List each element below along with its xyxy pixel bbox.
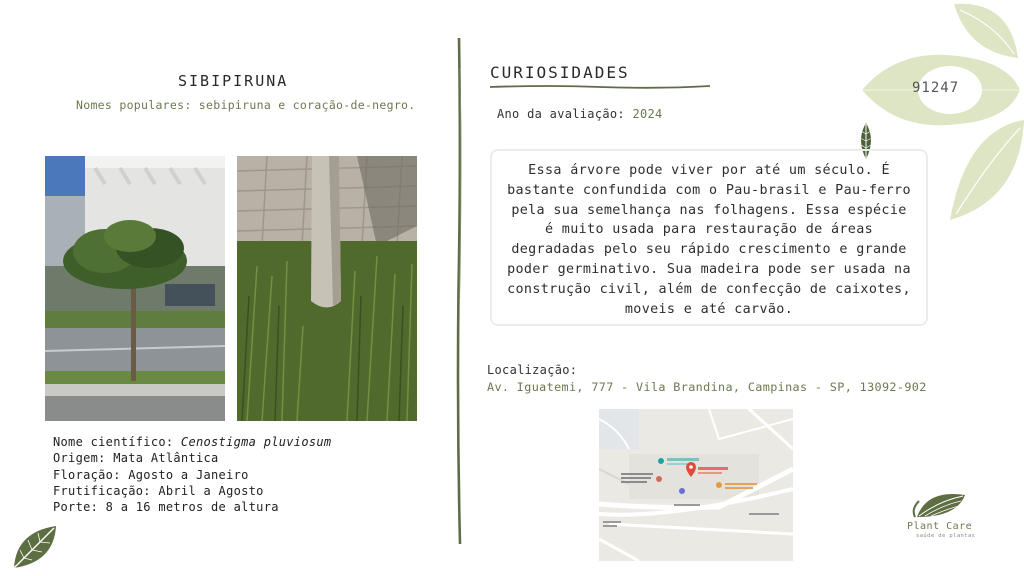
location-map[interactable] [599, 409, 793, 561]
size-row: Porte: 8 a 16 metros de altura [53, 500, 279, 515]
evaluation-year [497, 107, 663, 121]
evaluation-year-label: Ano da avaliação: [497, 107, 633, 121]
location-address[interactable]: Av. Iguatemi, 777 - Vila Brandina, Campinas - SP, 13092-902 [487, 380, 927, 394]
scientific-name-value: Cenostigma pluviosum [180, 435, 332, 449]
scientific-name-row [53, 434, 331, 450]
species-title: SIBIPIRUNA [178, 72, 289, 90]
flowering-row: Floração: Agosto a Janeiro [53, 467, 249, 482]
title-underline [490, 84, 710, 90]
tree-code: 91247 [912, 80, 960, 96]
scientific-name-label: Nome científico: [53, 435, 181, 449]
curiosities-title: CURIOSIDADES [490, 63, 630, 82]
fruiting-row: Frutificação: Abril a Agosto [53, 483, 264, 498]
brand-tagline: saúde de plantas [916, 533, 976, 539]
species-facts [53, 434, 331, 515]
tree-photo [45, 156, 225, 421]
origin-row: Origem: Mata Atlântica [53, 451, 219, 466]
trunk-photo [237, 156, 417, 421]
leaf-icon [10, 522, 60, 572]
vertical-divider [455, 38, 465, 544]
curiosities-card: Essa árvore pode viver por até um século. É bastante confundida com o Pau-brasil e Pau-ferro pela sua semelhança nas folhagens. Essa espécie é muito usada para restauração de áreas degradadas pelo seu rápido crescimento e grande poder germinativo. Sua madeira pode ser usada na construção civil, além de confecção de caixotes, moveis e até carvão. [490, 149, 928, 326]
brand-name: Plant Care [907, 521, 973, 532]
popular-names: Nomes populares: sebipiruna e coração-de-negro. [76, 98, 416, 112]
location-label: Localização: [487, 363, 578, 377]
evaluation-year-value: 2024 [632, 107, 663, 121]
